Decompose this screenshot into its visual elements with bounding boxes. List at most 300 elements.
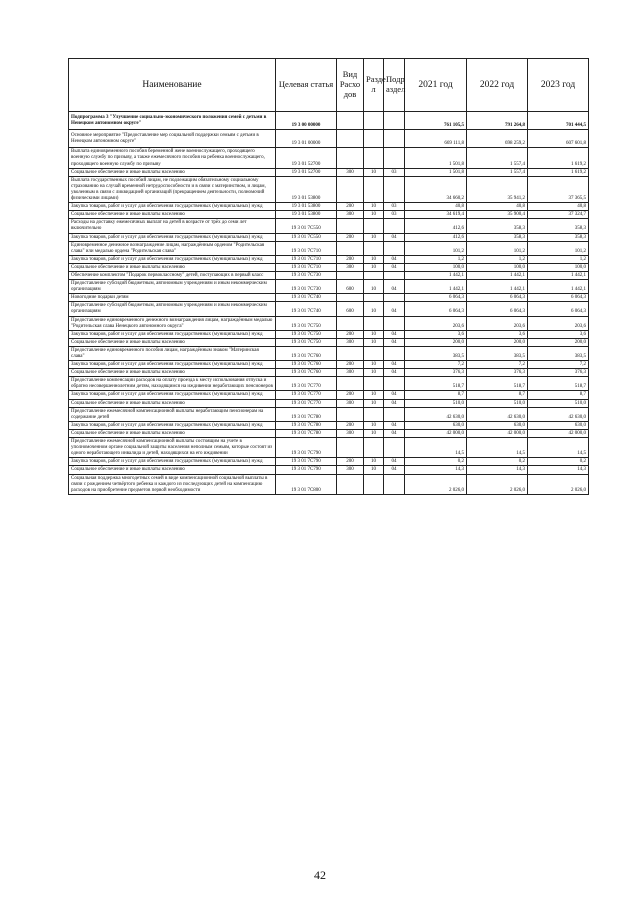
row-name: Подпрограмма 3 "Улучшение социально-экономического положения семей с детьми в Ненецком автономном округе": [69, 112, 276, 130]
row-amount-2023: 101,2: [528, 241, 589, 255]
row-expense-type: 200: [337, 330, 364, 338]
header-subsection: Подр аздел: [384, 59, 405, 112]
row-name: Закупка товаров, работ и услуг для обеспечения государственных (муниципальных) нужд: [69, 233, 276, 241]
row-subsection: 03: [384, 211, 405, 219]
row-expense-type: [337, 294, 364, 302]
row-target-article: 19 3 01 7С760: [276, 361, 337, 369]
table-row: [69, 369, 589, 377]
row-amount-2022: 383,5: [467, 346, 528, 360]
table-row: [69, 458, 589, 466]
row-expense-type: [337, 148, 364, 168]
row-section: 10: [364, 421, 384, 429]
row-name: Социальное обеспечение и иные выплаты населению: [69, 338, 276, 346]
table-row: [69, 148, 589, 168]
row-name: Обеспечение комплектом "Подарок первоклассному" детей, поступающих в первый класс: [69, 271, 276, 279]
row-section: [364, 148, 384, 168]
row-subsection: 04: [384, 330, 405, 338]
row-target-article: 19 3 01 7С770: [276, 391, 337, 399]
row-amount-2022: 100,0: [467, 263, 528, 271]
row-amount-2022: 203,6: [467, 316, 528, 330]
row-amount-2023: 1 619,2: [528, 148, 589, 168]
row-section: 10: [364, 458, 384, 466]
row-section: 10: [364, 211, 384, 219]
row-expense-type: 200: [337, 391, 364, 399]
table-row: [69, 263, 589, 271]
row-subsection: 04: [384, 233, 405, 241]
row-subsection: 04: [384, 458, 405, 466]
row-amount-2022: 35 941,2: [467, 176, 528, 202]
row-expense-type: 200: [337, 458, 364, 466]
row-target-article: 19 3 01 7С710: [276, 241, 337, 255]
table-row: [69, 271, 589, 279]
row-amount-2021: 518,7: [405, 377, 467, 391]
row-name: Выплата государственных пособий лицам, не подлежащим обязательному социальному страхованию на случай временной нетрудоспособности и в связи с материнством, и лицам, уволенным в связи с ликвидацией организаций (прекращением деятельности, полномочий физическими лицами): [69, 176, 276, 202]
row-subsection: 04: [384, 338, 405, 346]
row-section: [364, 316, 384, 330]
row-section: [364, 112, 384, 130]
row-name: Социальное обеспечение и иные выплаты населению: [69, 211, 276, 219]
row-name: Закупка товаров, работ и услуг для обеспечения государственных (муниципальных) нужд: [69, 391, 276, 399]
table-row: [69, 302, 589, 316]
row-subsection: [384, 112, 405, 130]
header-target-article: Целевая статья: [276, 59, 337, 112]
row-section: 10: [364, 338, 384, 346]
row-amount-2022: 14,5: [467, 438, 528, 458]
row-subsection: [384, 294, 405, 302]
row-expense-type: [337, 219, 364, 233]
row-amount-2023: 42 000,0: [528, 429, 589, 437]
row-amount-2021: 383,5: [405, 346, 467, 360]
row-amount-2022: 6 064,3: [467, 294, 528, 302]
row-name: Предоставление единовременного пособия лицам, награждённым знаком "Материнская слава": [69, 346, 276, 360]
row-expense-type: [337, 407, 364, 421]
row-target-article: 19 3 01 53800: [276, 211, 337, 219]
row-subsection: 04: [384, 263, 405, 271]
budget-table: [68, 58, 589, 495]
row-target-article: 19 3 01 7С740: [276, 302, 337, 316]
table-row: [69, 361, 589, 369]
row-amount-2022: 7,2: [467, 361, 528, 369]
row-name: Социальное обеспечение и иные выплаты населению: [69, 263, 276, 271]
row-amount-2023: 200,0: [528, 338, 589, 346]
row-amount-2022: 3,6: [467, 330, 528, 338]
row-target-article: 19 3 01 7С780: [276, 407, 337, 421]
row-expense-type: 200: [337, 255, 364, 263]
row-section: 10: [364, 369, 384, 377]
row-target-article: 19 3 01 7С770: [276, 399, 337, 407]
row-amount-2023: 383,5: [528, 346, 589, 360]
row-amount-2023: 14,3: [528, 466, 589, 474]
row-section: 10: [364, 361, 384, 369]
row-target-article: 19 3 01 7С760: [276, 369, 337, 377]
row-subsection: [384, 148, 405, 168]
row-amount-2022: 510,0: [467, 399, 528, 407]
row-amount-2023: 518,7: [528, 377, 589, 391]
row-name: Предоставление единовременного денежного вознаграждения лицам, награждённым медалью "Родительская слава Ненецкого автономного округа": [69, 316, 276, 330]
header-expense-type: Вид Расхо дов: [337, 59, 364, 112]
row-target-article: 19 3 01 7С790: [276, 438, 337, 458]
row-target-article: 19 3 01 7С550: [276, 233, 337, 241]
table-row: [69, 391, 589, 399]
header-year-2022: 2022 год: [467, 59, 528, 112]
row-amount-2023: 358,3: [528, 233, 589, 241]
row-subsection: 04: [384, 391, 405, 399]
row-amount-2023: 2 026,0: [528, 474, 589, 494]
row-section: 10: [364, 168, 384, 176]
row-amount-2022: 1 442,1: [467, 280, 528, 294]
row-amount-2021: 1 501,8: [405, 168, 467, 176]
row-amount-2023: 37 324,7: [528, 211, 589, 219]
row-name: Социальная поддержка многодетных семей в виде компенсационной социальной выплаты в связи с рождением четвёртого ребенка и каждого из последующих детей на компенсацию расходов на приобретение предметов первой необходимости: [69, 474, 276, 494]
table-header: [69, 59, 589, 112]
row-target-article: 19 3 01 53800: [276, 203, 337, 211]
row-amount-2023: 1 442,1: [528, 271, 589, 279]
row-target-article: 19 3 01 7С800: [276, 474, 337, 494]
row-subsection: [384, 130, 405, 148]
row-expense-type: 600: [337, 302, 364, 316]
row-amount-2023: 1 442,1: [528, 280, 589, 294]
row-amount-2023: 1,2: [528, 255, 589, 263]
row-amount-2021: 203,6: [405, 316, 467, 330]
row-target-article: 19 3 01 7С770: [276, 377, 337, 391]
row-section: 10: [364, 255, 384, 263]
row-amount-2022: 42 000,0: [467, 429, 528, 437]
row-name: Закупка товаров, работ и услуг для обеспечения государственных (муниципальных) нужд: [69, 255, 276, 263]
row-amount-2022: 630,0: [467, 421, 528, 429]
row-amount-2023: 37 365,5: [528, 176, 589, 202]
row-amount-2023: 701 444,5: [528, 112, 589, 130]
row-amount-2021: 630,0: [405, 421, 467, 429]
row-section: 10: [364, 203, 384, 211]
row-amount-2023: 14,5: [528, 438, 589, 458]
row-amount-2023: 7,2: [528, 361, 589, 369]
row-section: [364, 241, 384, 255]
row-amount-2021: 0,2: [405, 458, 467, 466]
row-amount-2022: 698 259,2: [467, 130, 528, 148]
row-amount-2021: 101,2: [405, 241, 467, 255]
row-section: 10: [364, 280, 384, 294]
row-amount-2022: 376,3: [467, 369, 528, 377]
header-section: Разде л: [364, 59, 384, 112]
row-amount-2023: 376,3: [528, 369, 589, 377]
row-expense-type: 200: [337, 233, 364, 241]
row-subsection: 04: [384, 280, 405, 294]
header-year-2023: 2023 год: [528, 59, 589, 112]
table-row: [69, 407, 589, 421]
row-section: 10: [364, 399, 384, 407]
header-name: Наименование: [69, 59, 276, 112]
row-expense-type: [337, 316, 364, 330]
row-amount-2023: 8,7: [528, 391, 589, 399]
row-amount-2023: 0,2: [528, 458, 589, 466]
row-amount-2021: 6 064,3: [405, 294, 467, 302]
row-target-article: 19 3 01 7С710: [276, 263, 337, 271]
page-number: 42: [314, 868, 326, 882]
row-name: Единовременное денежное вознаграждение лицам, награждённым орденом "Родительская слава" или медалью ордена "Родительская слава": [69, 241, 276, 255]
row-name: Закупка товаров, работ и услуг для обеспечения государственных (муниципальных) нужд: [69, 203, 276, 211]
row-subsection: [384, 271, 405, 279]
row-amount-2022: 101,2: [467, 241, 528, 255]
row-section: [364, 176, 384, 202]
row-expense-type: 300: [337, 429, 364, 437]
table-row: [69, 112, 589, 130]
row-target-article: 19 3 01 7С750: [276, 330, 337, 338]
row-amount-2023: 203,6: [528, 316, 589, 330]
row-section: [364, 130, 384, 148]
row-target-article: 19 3 01 7С730: [276, 271, 337, 279]
row-subsection: [384, 407, 405, 421]
row-amount-2022: 1 557,4: [467, 148, 528, 168]
row-name: Социальное обеспечение и иные выплаты населению: [69, 429, 276, 437]
row-expense-type: 300: [337, 466, 364, 474]
row-expense-type: 200: [337, 421, 364, 429]
row-target-article: 19 3 01 7С710: [276, 255, 337, 263]
row-section: 10: [364, 330, 384, 338]
table-row: [69, 330, 589, 338]
row-section: [364, 474, 384, 494]
table-body: [69, 112, 589, 495]
row-amount-2023: 358,3: [528, 219, 589, 233]
row-target-article: 19 3 01 7С790: [276, 466, 337, 474]
row-subsection: 03: [384, 168, 405, 176]
row-target-article: 19 3 01 7С790: [276, 458, 337, 466]
row-amount-2021: 14,5: [405, 438, 467, 458]
row-target-article: 19 3 01 52700: [276, 168, 337, 176]
row-name: Новогодние подарки детям: [69, 294, 276, 302]
table-row: [69, 219, 589, 233]
row-subsection: 04: [384, 429, 405, 437]
row-amount-2021: 8,7: [405, 391, 467, 399]
row-name: Предоставление ежемесячной компенсационной выплаты неработающим пенсионерам на содержание детей: [69, 407, 276, 421]
row-amount-2023: 6 064,3: [528, 294, 589, 302]
row-amount-2022: 1 442,1: [467, 271, 528, 279]
row-name: Предоставление субсидий бюджетным, автономным учреждениям и иным некоммерческим организациям: [69, 280, 276, 294]
table-row: [69, 429, 589, 437]
table-row: [69, 399, 589, 407]
row-subsection: [384, 377, 405, 391]
row-name: Расходы на доставку ежемесячных выплат на детей в возрасте от трёх до семи лет включительно: [69, 219, 276, 233]
row-amount-2021: 376,3: [405, 369, 467, 377]
table-row: [69, 294, 589, 302]
row-name: Закупка товаров, работ и услуг для обеспечения государственных (муниципальных) нужд: [69, 421, 276, 429]
row-amount-2023: 40,8: [528, 203, 589, 211]
table-row: [69, 438, 589, 458]
table-row: [69, 466, 589, 474]
row-section: 10: [364, 263, 384, 271]
row-subsection: 04: [384, 466, 405, 474]
row-expense-type: [337, 474, 364, 494]
row-amount-2021: 1 501,8: [405, 148, 467, 168]
row-expense-type: 300: [337, 399, 364, 407]
row-section: [364, 438, 384, 458]
row-amount-2021: 1,2: [405, 255, 467, 263]
row-amount-2023: 510,0: [528, 399, 589, 407]
row-name: Основное мероприятие "Предоставление мер социальной поддержки семьям с детьми в Ненецком автономном округе": [69, 130, 276, 148]
row-amount-2023: 100,0: [528, 263, 589, 271]
row-target-article: 19 3 01 7С760: [276, 346, 337, 360]
table-row: [69, 203, 589, 211]
row-subsection: [384, 474, 405, 494]
row-amount-2022: 0,2: [467, 458, 528, 466]
table-row: [69, 168, 589, 176]
row-subsection: [384, 219, 405, 233]
row-amount-2021: 6 064,3: [405, 302, 467, 316]
table-row: [69, 176, 589, 202]
row-amount-2021: 761 105,5: [405, 112, 467, 130]
table-row: [69, 346, 589, 360]
row-expense-type: [337, 130, 364, 148]
row-amount-2022: 6 064,3: [467, 302, 528, 316]
row-name: Закупка товаров, работ и услуг для обеспечения государственных (муниципальных) нужд: [69, 361, 276, 369]
row-name: Выплата единовременного пособия беременной жене военнослужащего, проходящего военную службу по призыву, а также ежемесячного пособия на ребенка военнослужащего, проходящего военную службу по призыву: [69, 148, 276, 168]
row-amount-2021: 14,3: [405, 466, 467, 474]
row-subsection: [384, 316, 405, 330]
row-expense-type: 300: [337, 211, 364, 219]
row-amount-2022: 1 557,4: [467, 168, 528, 176]
row-section: [364, 377, 384, 391]
row-subsection: [384, 176, 405, 202]
row-amount-2021: 1 442,1: [405, 280, 467, 294]
row-amount-2022: 358,3: [467, 233, 528, 241]
row-expense-type: 300: [337, 369, 364, 377]
row-expense-type: [337, 176, 364, 202]
row-amount-2022: 200,0: [467, 338, 528, 346]
row-amount-2021: 34 619,4: [405, 211, 467, 219]
row-target-article: 19 3 01 53800: [276, 176, 337, 202]
row-amount-2021: 42 000,0: [405, 429, 467, 437]
row-amount-2022: 791 264,8: [467, 112, 528, 130]
row-subsection: 04: [384, 302, 405, 316]
row-subsection: 04: [384, 421, 405, 429]
row-amount-2021: 1 442,1: [405, 271, 467, 279]
row-name: Закупка товаров, работ и услуг для обеспечения государственных (муниципальных) нужд: [69, 458, 276, 466]
table-row: [69, 241, 589, 255]
table-row: [69, 474, 589, 494]
row-amount-2022: 2 026,0: [467, 474, 528, 494]
row-name: Социальное обеспечение и иные выплаты населению: [69, 466, 276, 474]
row-amount-2023: 607 601,8: [528, 130, 589, 148]
row-amount-2022: 358,3: [467, 219, 528, 233]
table-row: [69, 316, 589, 330]
row-section: 10: [364, 233, 384, 241]
row-target-article: 19 3 01 7С750: [276, 316, 337, 330]
row-amount-2023: 630,0: [528, 421, 589, 429]
row-amount-2022: 35 900,4: [467, 211, 528, 219]
row-section: [364, 271, 384, 279]
row-target-article: 19 3 01 7С780: [276, 421, 337, 429]
row-expense-type: 600: [337, 280, 364, 294]
row-expense-type: [337, 112, 364, 130]
row-amount-2021: 3,6: [405, 330, 467, 338]
row-amount-2021: 412,6: [405, 219, 467, 233]
row-expense-type: [337, 271, 364, 279]
row-amount-2021: 412,6: [405, 233, 467, 241]
row-amount-2021: 100,0: [405, 263, 467, 271]
row-expense-type: [337, 241, 364, 255]
row-name: Социальное обеспечение и иные выплаты населению: [69, 399, 276, 407]
row-subsection: 04: [384, 361, 405, 369]
row-subsection: [384, 346, 405, 360]
row-amount-2022: 42 630,0: [467, 407, 528, 421]
row-amount-2021: 7,2: [405, 361, 467, 369]
row-amount-2021: 200,0: [405, 338, 467, 346]
row-section: 10: [364, 302, 384, 316]
row-amount-2022: 14,3: [467, 466, 528, 474]
row-amount-2021: 510,0: [405, 399, 467, 407]
table-row: [69, 130, 589, 148]
row-subsection: [384, 241, 405, 255]
row-expense-type: 300: [337, 168, 364, 176]
row-target-article: 19 3 01 7С730: [276, 280, 337, 294]
row-amount-2022: 40,8: [467, 203, 528, 211]
table-row: [69, 421, 589, 429]
row-subsection: 04: [384, 255, 405, 263]
header-row: [69, 59, 589, 112]
row-expense-type: 300: [337, 263, 364, 271]
row-target-article: 19 3 01 7С780: [276, 429, 337, 437]
row-name: Социальное обеспечение и иные выплаты населению: [69, 369, 276, 377]
table-row: [69, 211, 589, 219]
row-amount-2022: 518,7: [467, 377, 528, 391]
row-expense-type: 300: [337, 338, 364, 346]
row-amount-2021: 42 630,0: [405, 407, 467, 421]
row-expense-type: [337, 438, 364, 458]
row-subsection: 03: [384, 203, 405, 211]
row-expense-type: 200: [337, 203, 364, 211]
row-amount-2021: 34 660,2: [405, 176, 467, 202]
row-target-article: 19 3 01 7С740: [276, 294, 337, 302]
table-row: [69, 280, 589, 294]
row-name: Социальное обеспечение и иные выплаты населению: [69, 168, 276, 176]
row-amount-2022: 8,7: [467, 391, 528, 399]
row-section: 10: [364, 466, 384, 474]
row-section: [364, 407, 384, 421]
row-expense-type: [337, 377, 364, 391]
row-section: [364, 219, 384, 233]
row-section: 10: [364, 391, 384, 399]
row-subsection: 04: [384, 369, 405, 377]
row-amount-2022: 1,2: [467, 255, 528, 263]
row-target-article: 19 3 01 7С550: [276, 219, 337, 233]
table-row: [69, 233, 589, 241]
row-amount-2021: 40,8: [405, 203, 467, 211]
row-subsection: [384, 438, 405, 458]
row-amount-2021: 669 111,8: [405, 130, 467, 148]
row-section: 10: [364, 429, 384, 437]
table-row: [69, 255, 589, 263]
row-section: [364, 346, 384, 360]
row-name: Предоставление ежемесячной компенсационной выплаты состоящим на учете в уполномоченном органе социальной защиты населения неполным семьям, которые состоят из одного неработающего инвалида и детей, находящихся на его иждивении: [69, 438, 276, 458]
budget-table-sheet: [68, 58, 588, 495]
row-name: Предоставление компенсации расходов на оплату проезда к месту использования отпуска и обратно несовершеннолетним детям, находящимся на иждивении неработающих пенсионеров: [69, 377, 276, 391]
row-amount-2023: 3,6: [528, 330, 589, 338]
row-amount-2021: 2 026,0: [405, 474, 467, 494]
header-year-2021: 2021 год: [405, 59, 467, 112]
row-name: Закупка товаров, работ и услуг для обеспечения государственных (муниципальных) нужд: [69, 330, 276, 338]
row-amount-2023: 6 064,3: [528, 302, 589, 316]
row-target-article: 19 3 00 00000: [276, 112, 337, 130]
row-expense-type: [337, 346, 364, 360]
table-row: [69, 377, 589, 391]
row-name: Предоставление субсидий бюджетным, автономным учреждениям и иным некоммерческим организациям: [69, 302, 276, 316]
row-section: [364, 294, 384, 302]
table-row: [69, 338, 589, 346]
row-expense-type: 200: [337, 361, 364, 369]
row-amount-2023: 1 619,2: [528, 168, 589, 176]
row-amount-2023: 42 630,0: [528, 407, 589, 421]
row-target-article: 19 3 01 7С750: [276, 338, 337, 346]
row-target-article: 19 3 01 00000: [276, 130, 337, 148]
